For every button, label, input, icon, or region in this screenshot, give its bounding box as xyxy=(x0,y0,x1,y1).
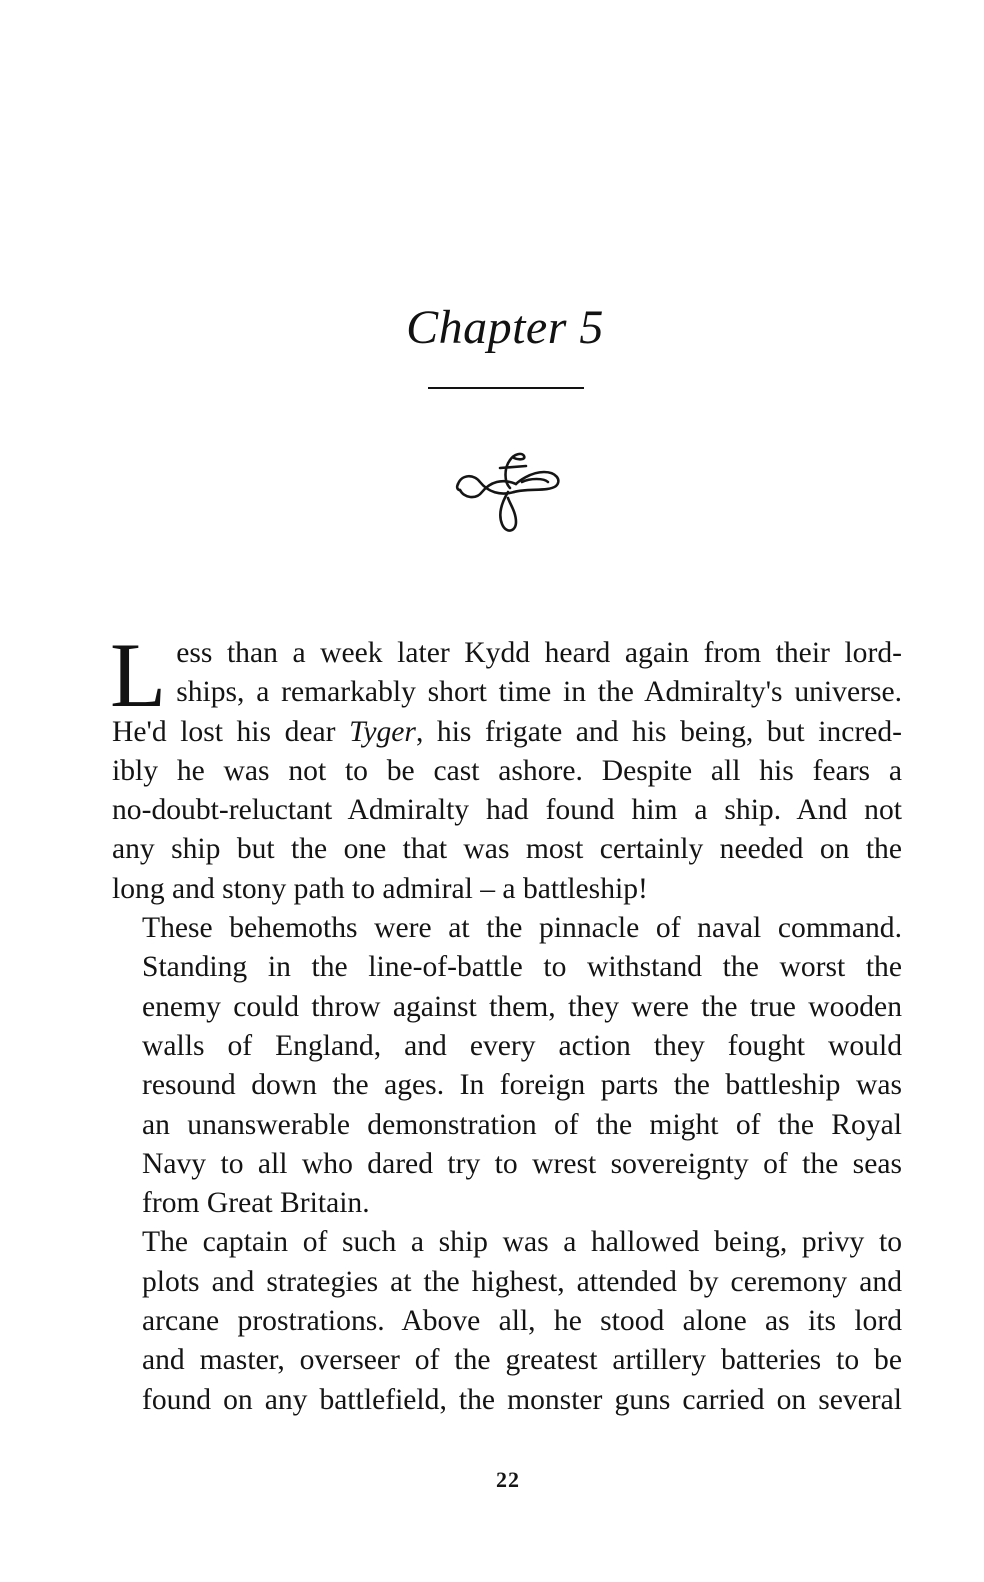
text-line: ships, a remarkably short time in the Admiralty's universe. xyxy=(176,676,902,709)
page-number: 22 xyxy=(496,1467,520,1492)
text-line: ess than a week later Kydd heard again from their lord- xyxy=(176,637,902,669)
text-line: long and stony path to admiral – a battleship! xyxy=(112,872,648,905)
ship-name: Tyger xyxy=(349,715,416,748)
text-line: He'd lost his dear Tyger, his frigate and his being, but incred- xyxy=(112,715,902,748)
text-line: resound down the ages. In foreign parts the battleship was xyxy=(142,1069,902,1102)
chapter-body xyxy=(110,624,902,1420)
text-line: Navy to all who dared try to wrest sovereignty of the seas xyxy=(142,1147,902,1180)
drop-cap: L xyxy=(110,624,167,726)
chapter-title: Chapter 5 xyxy=(406,301,604,354)
text-line: plots and strategies at the highest, attended by ceremony and xyxy=(142,1265,902,1298)
text-line: walls of England, and every action they fought would xyxy=(142,1029,902,1062)
fleuron-ornament-icon xyxy=(452,448,564,544)
text-line: from Great Britain. xyxy=(142,1187,370,1220)
text-line: an unanswerable demonstration of the might of the Royal xyxy=(142,1108,902,1141)
text-line: These behemoths were at the pinnacle of naval command. xyxy=(142,912,902,945)
paragraph-3 xyxy=(112,1223,902,1419)
text-line: enemy could throw against them, they were the true wooden xyxy=(142,990,902,1023)
title-rule xyxy=(428,387,584,389)
text-line: Standing in the line-of-battle to withstand the worst the xyxy=(142,951,902,984)
text-line: The captain of such a ship was a hallowed being, privy to xyxy=(142,1226,902,1259)
text-line: no-doubt-reluctant Admiralty had found him a ship. And not xyxy=(112,794,902,827)
paragraph-2 xyxy=(112,909,902,1223)
text-line: found on any battlefield, the monster guns carried on several xyxy=(142,1383,902,1416)
text-line: and master, overseer of the greatest artillery batteries to be xyxy=(142,1344,902,1377)
text-line: any ship but the one that was most certainly needed on the xyxy=(112,833,902,866)
text-line: arcane prostrations. Above all, he stood alone as its lord xyxy=(142,1305,902,1338)
paragraph-1 xyxy=(110,624,902,909)
text-line: ibly he was not to be cast ashore. Despite all his fears a xyxy=(112,754,902,787)
